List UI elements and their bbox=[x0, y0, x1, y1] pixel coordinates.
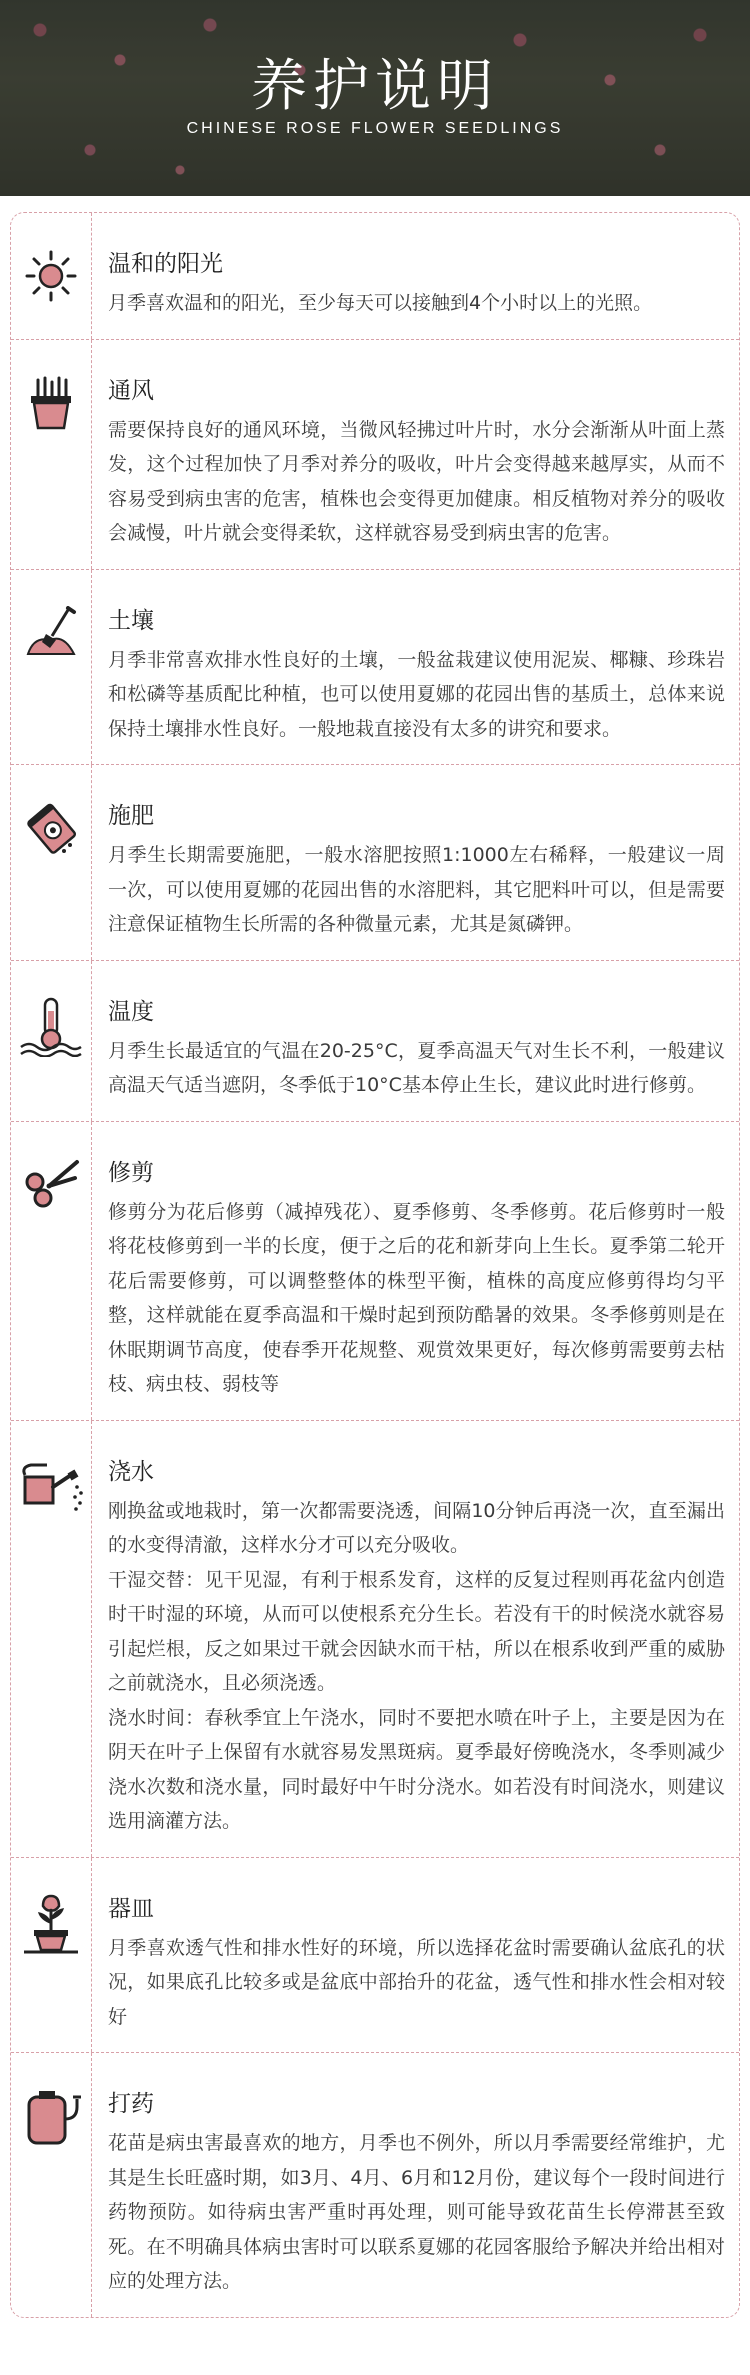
thermometer-icon bbox=[19, 997, 83, 1121]
item-title: 温度 bbox=[108, 998, 154, 1025]
care-item-temperature bbox=[11, 961, 739, 1122]
item-body: 修剪分为花后修剪（减掉残花）、夏季修剪、冬季修剪。花后修剪时一般将花枝修剪到一半的长度，便于之后的花和新芽向上生长。夏季第二轮开花后需要修剪，可以调整整体的株型平衡，植株的高度应修剪得均匀平整，这样就能在夏季高温和干燥时起到预防酷暑的效果。冬季修剪则是在休眠期调节高度，使春季开花规整、观赏效果更好，每次修剪需要剪去枯枝、病虫枝、弱枝等 bbox=[108, 1200, 725, 1395]
care-item-spraying bbox=[11, 2053, 739, 2317]
plant-pot-icon bbox=[28, 376, 74, 569]
item-body: 月季喜欢温和的阳光，至少每天可以接触到4个小时以上的光照。 bbox=[108, 292, 653, 314]
header-banner bbox=[0, 0, 750, 196]
pruning-shears-icon bbox=[21, 1158, 81, 1420]
care-item-watering bbox=[11, 1421, 739, 1858]
care-item-ventilation bbox=[11, 340, 739, 570]
flower-pot-icon bbox=[22, 1894, 80, 2053]
item-title: 浇水 bbox=[108, 1458, 154, 1485]
seed-packet-icon bbox=[24, 801, 78, 960]
sprayer-icon bbox=[21, 2089, 81, 2317]
sun-icon bbox=[24, 249, 78, 339]
item-title: 温和的阳光 bbox=[108, 251, 223, 277]
item-body: 月季生长最适宜的气温在20-25°C，夏季高温天气对生长不利，一般建议高温天气适当遮阴，冬季低于10°C基本停止生长，建议此时进行修剪。 bbox=[108, 1039, 725, 1096]
care-item-soil bbox=[11, 570, 739, 766]
shovel-soil-icon bbox=[24, 606, 78, 765]
item-body: 花苗是病虫害最喜欢的地方，月季也不例外，所以月季需要经常维护，尤其是生长旺盛时期，如3月、4月、6月和12月份，建议每个一段时间进行药物预防。如待病虫害严重时再处理，则可能导致花苗生长停滞甚至致死。在不明确具体病虫害时可以联系夏娜的花园客服给予解决并给出相对应的处理方法。 bbox=[108, 2132, 725, 2292]
page-title: 养护说明 bbox=[251, 54, 499, 119]
item-body: 月季喜欢透气性和排水性好的环境，所以选择花盆时需要确认盆底孔的状况，如果底孔比较多或是盆底中部抬升的花盆，透气性和排水性会相对较好 bbox=[108, 1936, 725, 2028]
care-item-sunlight bbox=[11, 213, 739, 340]
item-title: 器皿 bbox=[108, 1895, 154, 1922]
item-body: 月季生长期需要施肥，一般水溶肥按照1:1000左右稀释，一般建议一周一次，可以使用夏娜的花园出售的水溶肥料，其它肥料叶可以，但是需要注意保证植物生长所需的各种微量元素，尤其是氮磷钾。 bbox=[108, 844, 725, 935]
item-title: 打药 bbox=[108, 2091, 154, 2117]
item-body: 月季非常喜欢排水性良好的土壤，一般盆栽建议使用泥炭、椰糠、珍珠岩和松磷等基质配比种植，也可以使用夏娜的花园出售的基质土，总体来说保持土壤排水性良好。一般地栽直接没有太多的讲究和要求。 bbox=[108, 648, 725, 740]
item-body: 刚换盆或地栽时，第一次都需要浇透，间隔10分钟后再浇一次，直至漏出的水变得清澈，这样水分才可以充分吸收。 干湿交替：见干见湿，有利于根系发育，这样的反复过程则再花盆内创造时干时湿的环境，从而可以使根系充分生长。若没有干的时候浇水就容易引起烂根，反之如果过干就会因缺水而干枯，所以在根系收到严重的威胁之前就浇水，且必须浇透。 浇水时间：春秋季宜上午浇水，同时不要把水喷在叶子上，主要是因为在阴天在叶子上保留有水就容易发黑斑病。夏季最好傍晚浇水，冬季则减少浇水次数和浇水量，同时最好中午时分浇水。如若没有时间浇水，则建议选用滴灌方法。 bbox=[108, 1499, 725, 1832]
item-title: 土壤 bbox=[108, 607, 154, 634]
item-title: 施肥 bbox=[108, 803, 154, 829]
care-instructions-card bbox=[10, 212, 740, 2318]
item-title: 修剪 bbox=[108, 1159, 154, 1186]
care-item-fertilizer bbox=[11, 765, 739, 961]
page-subtitle: CHINESE ROSE FLOWER SEEDLINGS bbox=[186, 120, 564, 137]
watering-can-icon bbox=[19, 1457, 83, 1857]
care-item-container bbox=[11, 1858, 739, 2054]
item-title: 通风 bbox=[108, 377, 154, 404]
care-item-pruning bbox=[11, 1122, 739, 1421]
item-body: 需要保持良好的通风环境，当微风轻拂过叶片时，水分会渐渐从叶面上蒸发，这个过程加快了月季对养分的吸收，叶片会变得越来越厚实，从而不容易受到病虫害的危害，植株也会变得更加健康。相反植物对养分的吸收会减慢，叶片就会变得柔软，这样就容易受到病虫害的危害。 bbox=[108, 418, 725, 544]
